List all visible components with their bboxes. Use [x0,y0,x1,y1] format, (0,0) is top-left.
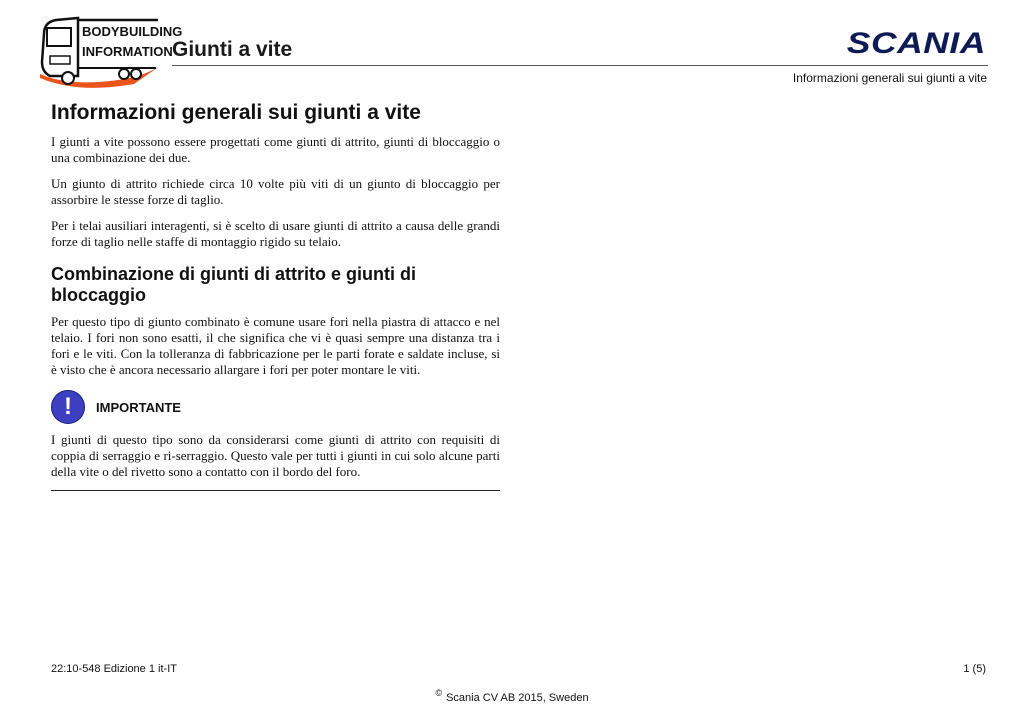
main-content [51,100,500,491]
logo-text-line1: BODYBUILDING [82,24,183,39]
page-heading: Informazioni generali sui giunti a vite [51,101,421,124]
important-end-rule [51,490,500,491]
paragraph-1: I giunti a vite possono essere progettati come giunti di attrito, giunti di bloccaggio o una combinazione dei due. [51,134,500,165]
exclamation-icon [51,390,85,424]
header-divider [172,65,988,66]
page-number: 1 (5) [963,663,986,675]
sub-paragraph: Per questo tipo di giunto combinato è comune usare fori nella piastra di attacco e nel telaio. I fori non sono esatti, il che significa che vi è quasi sempre una distanza tra i fori e le viti. Con la tolleranza di fabbricazione per le parti forate e saldate incluse, si è visto che è ancora necessario allargare i fori per poter montare le viti. [51,314,500,377]
copyright-notice [0,688,1024,704]
scania-brand-logo: SCANIA [846,27,986,60]
important-notice [51,390,500,424]
truck-logo-graphic [38,14,183,90]
section-name: Informazioni generali sui giunti a vite [792,71,987,85]
section-subheading: Combinazione di giunti di attrito e giunti di bloccaggio [51,264,416,305]
paragraph-2: Un giunto di attrito richiede circa 10 volte più viti di un giunto di bloccaggio per assorbire le stesse forze di taglio. [51,176,500,207]
bodybuilding-information-logo [38,14,183,90]
logo-text-line2: INFORMATION [82,44,173,59]
exclamation-symbol: ! [64,393,72,420]
copyright-symbol: © [435,688,443,698]
paragraph-3: Per i telai ausiliari interagenti, si è scelto di usare giunti di attrito a causa delle grandi forze di taglio nelle staffe di montaggio rigido su telaio. [51,218,500,249]
copyright-text: Scania CV AB 2015, Sweden [446,692,589,704]
important-text: I giunti di questo tipo sono da considerarsi come giunti di attrito con requisiti di coppia di serraggio e ri-serraggio. Questo vale per tutti i giunti in cui solo alcune parti della vite o del rivetto sono a contatto con il bordo del foro. [51,432,500,479]
document-id: 22:10-548 Edizione 1 it-IT [51,663,177,675]
important-label: IMPORTANTE [96,399,181,415]
document-title: Giunti a vite [172,38,293,61]
